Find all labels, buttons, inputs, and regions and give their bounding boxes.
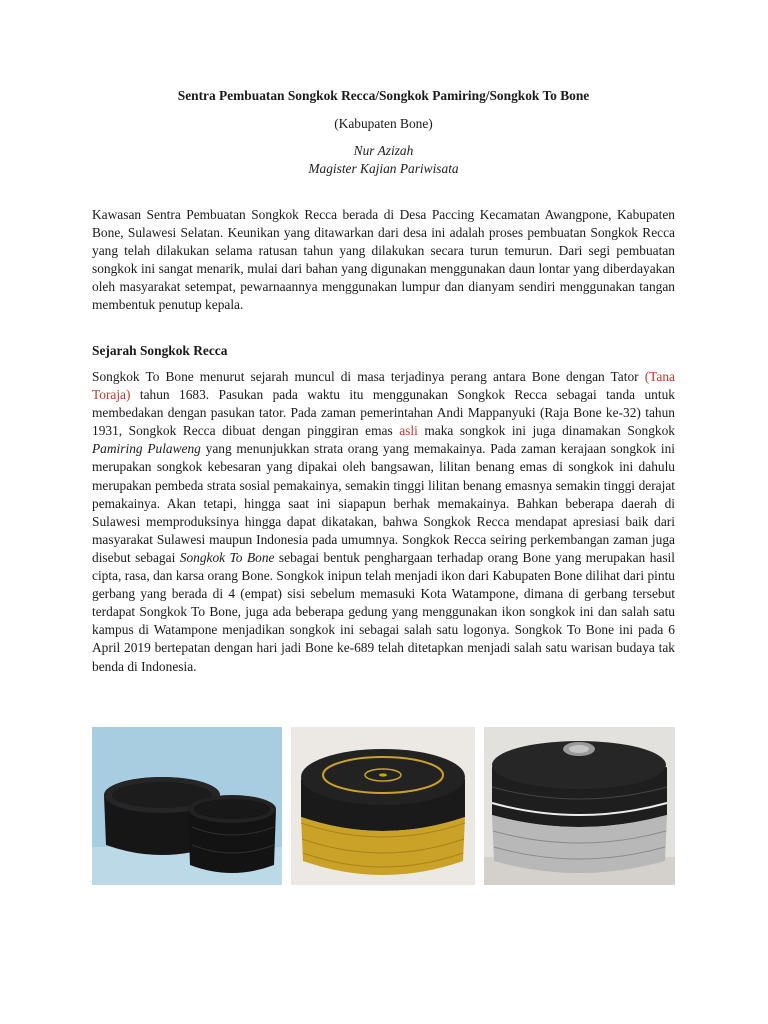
photo-gold-songkok [291, 727, 475, 885]
document-title: Sentra Pembuatan Songkok Recca/Songkok Pamiring/Songkok To Bone [177, 88, 590, 103]
tana-toraja-link[interactable]: (Tana Toraja) [92, 369, 675, 403]
photo-black-songkok-pair [92, 727, 282, 885]
photo-silver-songkok [484, 727, 675, 885]
history-paragraph [92, 368, 675, 676]
history-text-4: yang menunjukkan strata orang yang memakainya. Pada zaman kerajaan songkok ini merupakan songkok kebesaran yang dipakai oleh bangsawan, lilitan benang emas di songkok ini dahulu merupakan pembeda strata sosial pemakainya, semakin tinggi lilitan benang emasnya semakin tinggi derajat pemakainya. Akan tetapi, hingga saat ini siapapun berhak memakainya. Bahkan beberapa daerah di Sulawesi memproduksinya hingga dapat dikatakan, bahwa Songkok Recca mendapat apresiasi baik dari masyarakat Sulawesi maupun Indonesia pada umumnya. Songkok Recca seiring perkembangan zaman juga disebut sebagai [92, 441, 675, 565]
author-affiliation: Magister Kajian Pariwisata [308, 161, 459, 176]
history-text-1: Songkok To Bone menurut sejarah muncul di masa terjadinya perang antara Bone dengan Tator [92, 369, 645, 384]
section-heading: Sejarah Songkok Recca [92, 343, 228, 358]
history-text-5: sebagai bentuk penghargaan terhadap orang Bone yang merupakan hasil cipta, rasa, dan karsa orang Bone. Songkok inipun telah menjadi ikon dari Kabupaten Bone dilihat dari pintu gerbang yang berada di 4 (empat) sisi sebelum memasuki Kota Watampone, dimana di gerbang tersebut terdapat Songkok To Bone, juga ada beberapa gedung yang menggunakan ikon songkok ini dan salah satu kampus di Watampone menjadikan songkok ini sebagai salah satu logonya. Songkok To Bone ini pada 6 April 2019 bertepatan dengan hari jadi Bone ke-689 telah ditetapkan menjadi salah satu warisan budaya tak benda di Indonesia. [92, 549, 675, 674]
songkok-to-bone-term: Songkok To Bone [179, 549, 275, 565]
history-text-2: tahun 1683. Pasukan pada waktu itu menggunakan Songkok Recca sebagai tanda untuk membedakan dengan pasukan tator. Pada zaman pemerintahan Andi Mappanyuki (Raja Bone ke-32) tahun 1931, Songkok Recca dibuat dengan pinggiran emas [92, 387, 675, 439]
history-text-3: maka songkok ini juga dinamakan Songkok [417, 423, 676, 439]
songkok-photo-row [92, 727, 675, 885]
intro-paragraph: Kawasan Sentra Pembuatan Songkok Recca berada di Desa Paccing Kecamatan Awangpone, Kabupaten Bone, Sulawesi Selatan. Keunikan yang ditawarkan dari desa ini adalah proses pembuatan Songkok Recca yang telah dilakukan selama ratusan tahun yang dilakukan secara turun temurun. Dari segi pembuatan songkok ini sangat menarik, mulai dari bahan yang digunakan menggunakan daun lontar yang diberdayakan oleh masyarakat setempat, pewarnaannya menggunakan lumpur dan dianyam sendiri menggunakan tangan membentuk penutup kepala. [92, 207, 675, 313]
document-subtitle: (Kabupaten Bone) [334, 116, 433, 131]
asli-link[interactable]: asli [399, 423, 418, 439]
author-name: Nur Azizah [353, 143, 414, 158]
pamiring-pulaweng-term: Pamiring Pulaweng [92, 441, 201, 457]
